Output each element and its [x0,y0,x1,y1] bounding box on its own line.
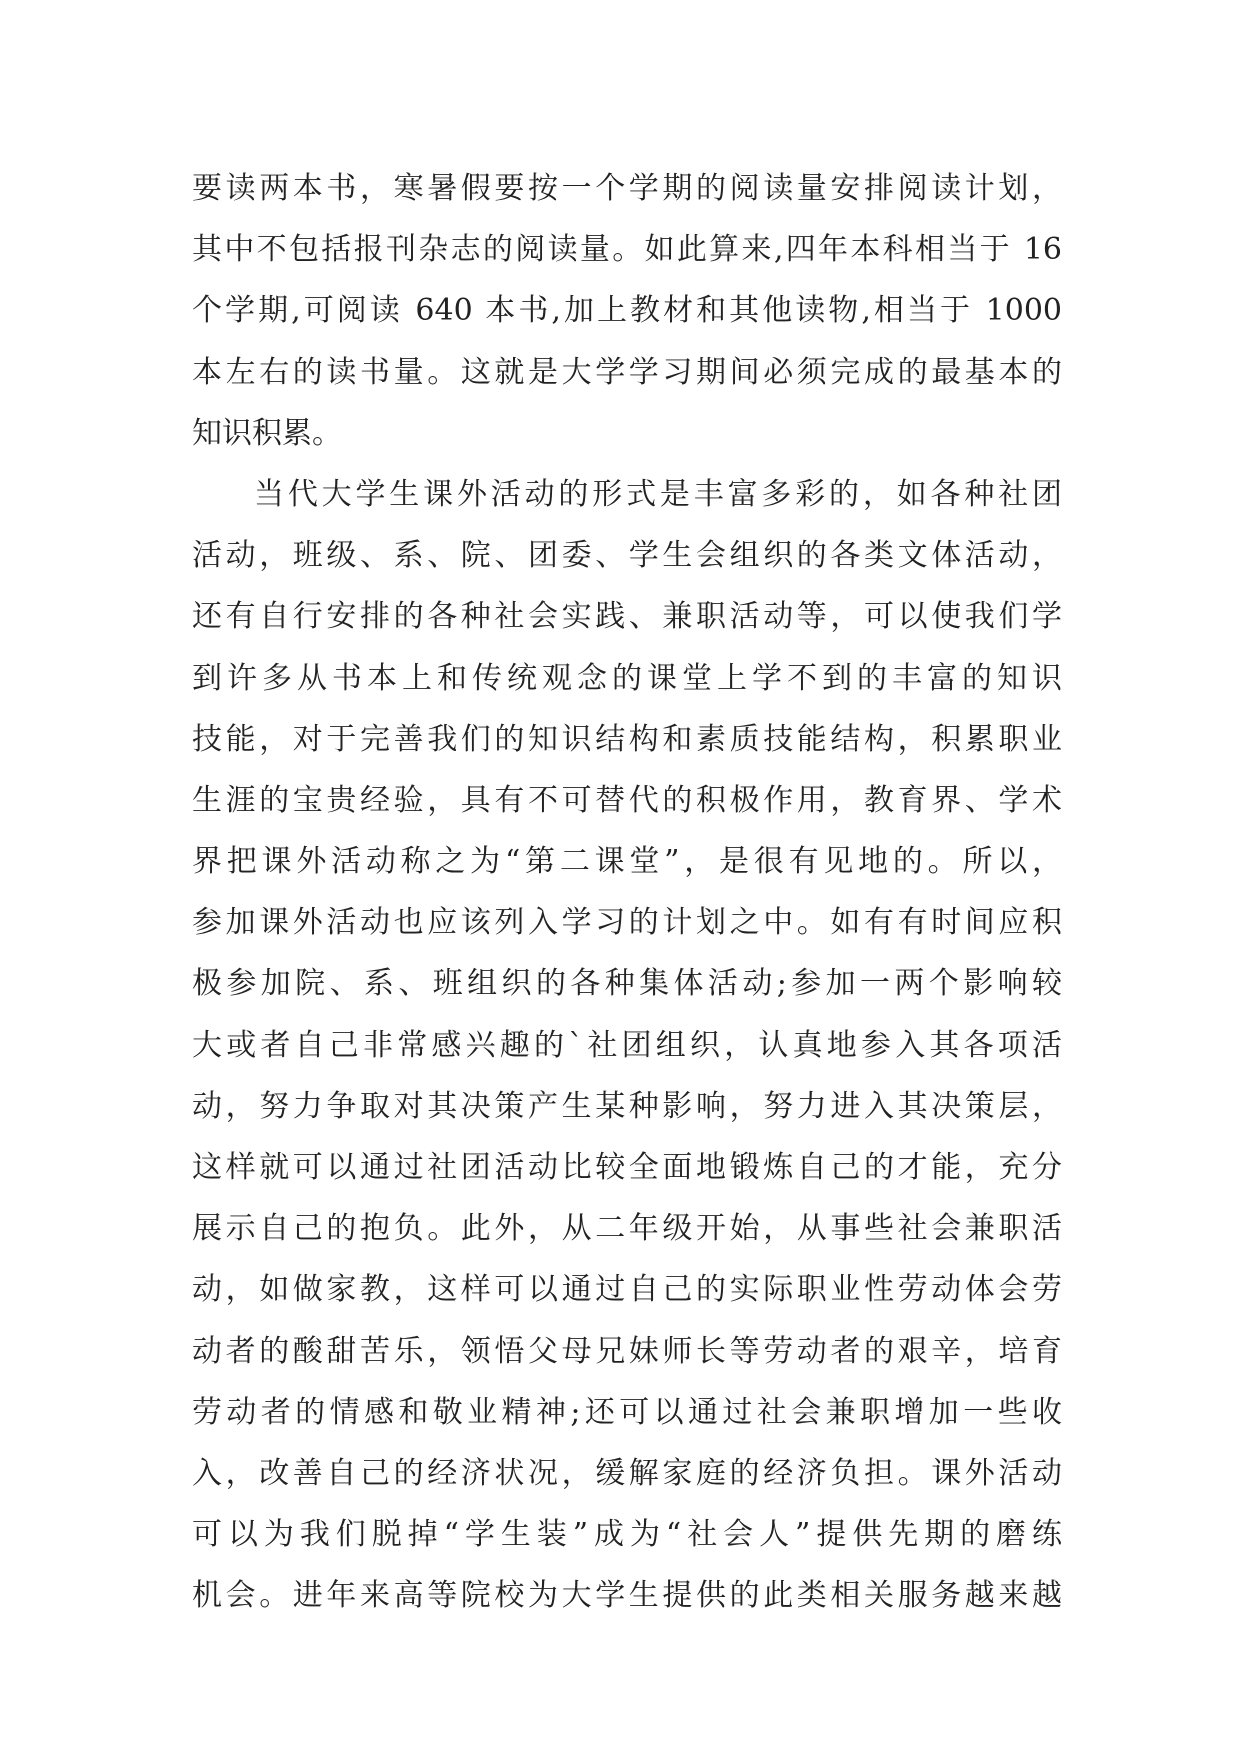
text-line: 活动，班级、系、院、团委、学生会组织的各类文体活动， [192,538,1062,574]
body-text [192,158,1062,1627]
paragraph-2 [192,464,1062,1627]
text-line: 动，如做家教，这样可以通过自己的实际职业性劳动体会劳 [192,1272,1062,1308]
text-line: 动者的酸甜苦乐，领悟父母兄妹师长等劳动者的艰辛，培育 [192,1333,1062,1369]
text-line: 大或者自己非常感兴趣的`社团组织，认真地参入其各项活 [192,1027,1062,1063]
text-line: 要读两本书，寒暑假要按一个学期的阅读量安排阅读计划， [192,171,1062,206]
text-line: 参加课外活动也应该列入学习的计划之中。如有有时间应积 [192,905,1062,941]
text-line: 劳动者的情感和敬业精神;还可以通过社会兼职增加一些收 [192,1394,1062,1430]
text-line: 生涯的宝贵经验，具有不可替代的积极作用，教育界、学术 [192,782,1062,818]
text-line: 当代大学生课外活动的形式是丰富多彩的，如各种社团 [254,476,1062,512]
text-line: 本左右的读书量。这就是大学学习期间必须完成的最基本的 [192,354,1062,390]
text-line: 还有自行安排的各种社会实践、兼职活动等，可以使我们学 [192,599,1062,635]
text-line: 其中不包括报刊杂志的阅读量。如此算来,四年本科相当于 16 [192,232,1062,268]
text-line: 极参加院、系、班组织的各种集体活动;参加一两个影响较 [192,966,1062,1002]
text-line: 界把课外活动称之为“第二课堂”，是很有见地的。所以， [192,844,1062,880]
text-line: 技能，对于完善我们的知识结构和素质技能结构，积累职业 [192,721,1062,757]
text-line: 知识积累。 [192,415,342,451]
text-line: 机会。进年来高等院校为大学生提供的此类相关服务越来越 [192,1578,1062,1614]
text-line: 到许多从书本上和传统观念的课堂上学不到的丰富的知识 [192,660,1062,696]
text-line: 展示自己的抱负。此外，从二年级开始，从事些社会兼职活 [192,1211,1062,1247]
paragraph-1 [192,158,1062,464]
text-line: 这样就可以通过社团活动比较全面地锻炼自己的才能，充分 [192,1150,1062,1185]
text-line: 个学期,可阅读 640 本书,加上教材和其他读物,相当于 1000 [192,293,1062,329]
text-line: 入，改善自己的经济状况，缓解家庭的经济负担。课外活动 [192,1455,1062,1491]
text-line: 可以为我们脱掉“学生装”成为“社会人”提供先期的磨练 [192,1517,1062,1553]
text-line: 动，努力争取对其决策产生某种影响，努力进入其决策层， [192,1088,1062,1124]
